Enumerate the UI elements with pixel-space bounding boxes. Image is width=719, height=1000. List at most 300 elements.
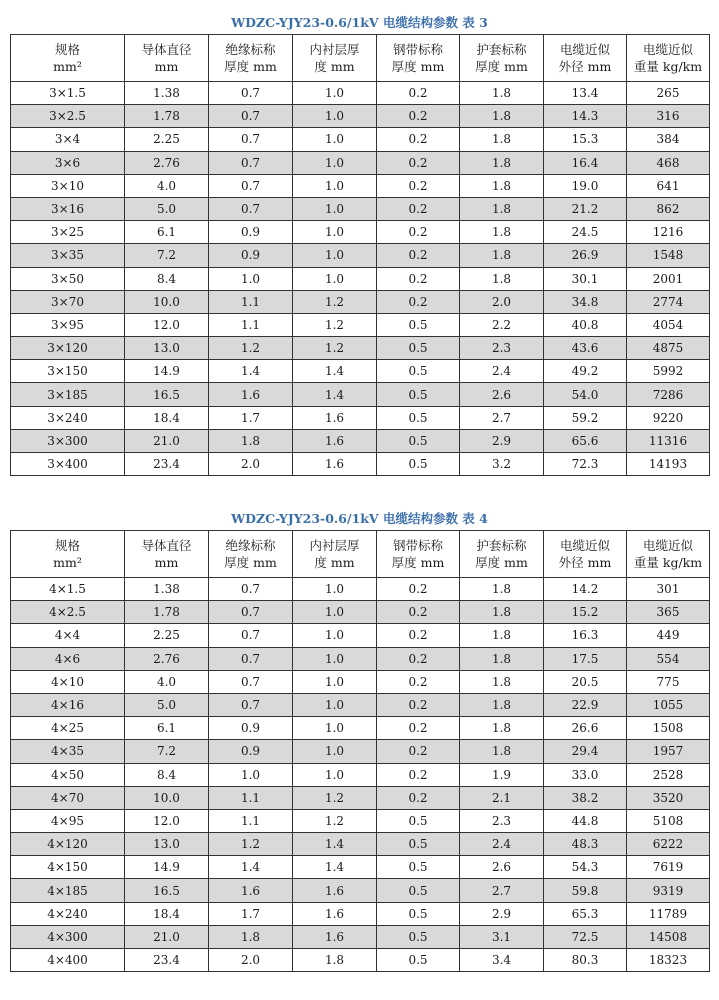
cell-sheath-thickness: 1.8 bbox=[460, 105, 544, 128]
header-insulation-thickness bbox=[209, 531, 293, 578]
cell-weight: 18323 bbox=[627, 949, 710, 972]
cell-outer-diameter: 21.2 bbox=[544, 197, 627, 220]
cell-spec: 3×240 bbox=[11, 406, 125, 429]
header-inner-lining-thickness bbox=[293, 531, 377, 578]
cell-inner-lining-thickness: 1.0 bbox=[293, 624, 377, 647]
cell-sheath-thickness: 2.9 bbox=[460, 902, 544, 925]
cell-spec: 3×6 bbox=[11, 151, 125, 174]
cell-weight: 9319 bbox=[627, 879, 710, 902]
cell-insulation-thickness: 2.0 bbox=[209, 453, 293, 476]
table-row bbox=[11, 105, 710, 128]
cell-conductor-diameter: 12.0 bbox=[125, 809, 209, 832]
cell-outer-diameter: 49.2 bbox=[544, 360, 627, 383]
cell-sheath-thickness: 2.3 bbox=[460, 337, 544, 360]
cell-outer-diameter: 72.3 bbox=[544, 453, 627, 476]
cell-spec: 4×1.5 bbox=[11, 578, 125, 601]
cell-inner-lining-thickness: 1.2 bbox=[293, 786, 377, 809]
cell-steel-tape-thickness: 0.2 bbox=[377, 647, 460, 670]
cell-insulation-thickness: 0.7 bbox=[209, 624, 293, 647]
cell-outer-diameter: 54.3 bbox=[544, 856, 627, 879]
cell-steel-tape-thickness: 0.2 bbox=[377, 267, 460, 290]
cell-insulation-thickness: 0.7 bbox=[209, 578, 293, 601]
cell-outer-diameter: 33.0 bbox=[544, 763, 627, 786]
cell-steel-tape-thickness: 0.2 bbox=[377, 290, 460, 313]
cell-inner-lining-thickness: 1.6 bbox=[293, 902, 377, 925]
cell-inner-lining-thickness: 1.0 bbox=[293, 763, 377, 786]
cell-steel-tape-thickness: 0.5 bbox=[377, 949, 460, 972]
cell-sheath-thickness: 1.8 bbox=[460, 647, 544, 670]
header-conductor-diameter bbox=[125, 35, 209, 82]
header-row bbox=[11, 531, 710, 578]
cell-conductor-diameter: 6.1 bbox=[125, 717, 209, 740]
cell-outer-diameter: 38.2 bbox=[544, 786, 627, 809]
table-row bbox=[11, 290, 710, 313]
table-row bbox=[11, 453, 710, 476]
cell-weight: 265 bbox=[627, 82, 710, 105]
table-row bbox=[11, 879, 710, 902]
header-text: 电缆近似 bbox=[559, 42, 610, 57]
cell-weight: 4054 bbox=[627, 313, 710, 336]
cell-steel-tape-thickness: 0.5 bbox=[377, 809, 460, 832]
cell-outer-diameter: 17.5 bbox=[544, 647, 627, 670]
table-row bbox=[11, 197, 710, 220]
cell-inner-lining-thickness: 1.0 bbox=[293, 578, 377, 601]
cell-insulation-thickness: 0.7 bbox=[209, 174, 293, 197]
cell-weight: 641 bbox=[627, 174, 710, 197]
cell-spec: 4×150 bbox=[11, 856, 125, 879]
header-text: 绝缘标称 bbox=[225, 538, 276, 553]
cell-spec: 4×4 bbox=[11, 624, 125, 647]
cell-outer-diameter: 16.4 bbox=[544, 151, 627, 174]
header-sheath-thickness bbox=[460, 35, 544, 82]
cell-outer-diameter: 20.5 bbox=[544, 670, 627, 693]
cell-spec: 4×185 bbox=[11, 879, 125, 902]
cell-sheath-thickness: 1.8 bbox=[460, 267, 544, 290]
cell-insulation-thickness: 0.7 bbox=[209, 151, 293, 174]
cell-steel-tape-thickness: 0.5 bbox=[377, 453, 460, 476]
cell-weight: 862 bbox=[627, 197, 710, 220]
cell-insulation-thickness: 1.1 bbox=[209, 290, 293, 313]
cell-weight: 384 bbox=[627, 128, 710, 151]
cell-conductor-diameter: 8.4 bbox=[125, 763, 209, 786]
header-text: 重量 kg/km bbox=[633, 59, 703, 74]
cell-conductor-diameter: 23.4 bbox=[125, 949, 209, 972]
cell-insulation-thickness: 0.9 bbox=[209, 740, 293, 763]
cell-inner-lining-thickness: 1.4 bbox=[293, 360, 377, 383]
cell-inner-lining-thickness: 1.0 bbox=[293, 221, 377, 244]
cell-inner-lining-thickness: 1.0 bbox=[293, 740, 377, 763]
cell-steel-tape-thickness: 0.2 bbox=[377, 624, 460, 647]
cell-inner-lining-thickness: 1.2 bbox=[293, 313, 377, 336]
cell-sheath-thickness: 1.8 bbox=[460, 740, 544, 763]
cell-inner-lining-thickness: 1.0 bbox=[293, 717, 377, 740]
cell-weight: 7619 bbox=[627, 856, 710, 879]
header-steel-tape-thickness bbox=[377, 35, 460, 82]
cell-insulation-thickness: 0.7 bbox=[209, 105, 293, 128]
cell-insulation-thickness: 0.9 bbox=[209, 244, 293, 267]
cell-weight: 2528 bbox=[627, 763, 710, 786]
cell-sheath-thickness: 1.8 bbox=[460, 128, 544, 151]
cell-spec: 3×400 bbox=[11, 453, 125, 476]
header-text: 规格 bbox=[54, 42, 80, 57]
cell-spec: 3×50 bbox=[11, 267, 125, 290]
cell-inner-lining-thickness: 1.0 bbox=[293, 267, 377, 290]
cell-conductor-diameter: 1.38 bbox=[125, 578, 209, 601]
cell-spec: 3×4 bbox=[11, 128, 125, 151]
table-3-section bbox=[10, 12, 709, 476]
cell-steel-tape-thickness: 0.5 bbox=[377, 833, 460, 856]
cell-insulation-thickness: 1.7 bbox=[209, 902, 293, 925]
cell-outer-diameter: 48.3 bbox=[544, 833, 627, 856]
header-weight bbox=[627, 531, 710, 578]
cell-steel-tape-thickness: 0.5 bbox=[377, 406, 460, 429]
cell-conductor-diameter: 21.0 bbox=[125, 429, 209, 452]
cell-conductor-diameter: 18.4 bbox=[125, 406, 209, 429]
cell-outer-diameter: 26.6 bbox=[544, 717, 627, 740]
cell-conductor-diameter: 2.76 bbox=[125, 647, 209, 670]
cell-spec: 4×10 bbox=[11, 670, 125, 693]
cell-inner-lining-thickness: 1.6 bbox=[293, 925, 377, 948]
table-row bbox=[11, 429, 710, 452]
cell-steel-tape-thickness: 0.2 bbox=[377, 151, 460, 174]
cell-spec: 4×2.5 bbox=[11, 601, 125, 624]
cell-insulation-thickness: 0.7 bbox=[209, 601, 293, 624]
cell-insulation-thickness: 1.1 bbox=[209, 313, 293, 336]
cell-inner-lining-thickness: 1.4 bbox=[293, 383, 377, 406]
header-outer-diameter bbox=[544, 531, 627, 578]
cell-conductor-diameter: 1.78 bbox=[125, 105, 209, 128]
header-text: 厚度 mm bbox=[224, 555, 277, 570]
cell-outer-diameter: 43.6 bbox=[544, 337, 627, 360]
cell-inner-lining-thickness: 1.2 bbox=[293, 290, 377, 313]
cell-inner-lining-thickness: 1.4 bbox=[293, 833, 377, 856]
cell-insulation-thickness: 1.7 bbox=[209, 406, 293, 429]
cell-insulation-thickness: 1.6 bbox=[209, 383, 293, 406]
header-text: 重量 kg/km bbox=[633, 555, 703, 570]
table-row bbox=[11, 174, 710, 197]
cell-conductor-diameter: 1.38 bbox=[125, 82, 209, 105]
cell-inner-lining-thickness: 1.2 bbox=[293, 337, 377, 360]
header-text: mm bbox=[154, 555, 179, 570]
cell-sheath-thickness: 3.2 bbox=[460, 453, 544, 476]
cell-conductor-diameter: 4.0 bbox=[125, 174, 209, 197]
table-3-caption: WDZC-YJY23-0.6/1kV 电缆结构参数 表 3 bbox=[231, 15, 488, 30]
cell-insulation-thickness: 0.7 bbox=[209, 197, 293, 220]
cell-weight: 2774 bbox=[627, 290, 710, 313]
cell-steel-tape-thickness: 0.2 bbox=[377, 105, 460, 128]
header-text: 内衬层厚 bbox=[309, 42, 360, 57]
cell-sheath-thickness: 3.4 bbox=[460, 949, 544, 972]
header-text: 内衬层厚 bbox=[309, 538, 360, 553]
cell-outer-diameter: 13.4 bbox=[544, 82, 627, 105]
cell-spec: 3×300 bbox=[11, 429, 125, 452]
header-text: 规格 bbox=[54, 538, 80, 553]
table-row bbox=[11, 786, 710, 809]
cell-spec: 4×300 bbox=[11, 925, 125, 948]
cell-spec: 4×25 bbox=[11, 717, 125, 740]
header-text: 绝缘标称 bbox=[225, 42, 276, 57]
cell-conductor-diameter: 5.0 bbox=[125, 197, 209, 220]
cell-weight: 468 bbox=[627, 151, 710, 174]
cell-steel-tape-thickness: 0.5 bbox=[377, 313, 460, 336]
cell-steel-tape-thickness: 0.2 bbox=[377, 763, 460, 786]
cell-spec: 3×2.5 bbox=[11, 105, 125, 128]
cell-conductor-diameter: 14.9 bbox=[125, 360, 209, 383]
cell-steel-tape-thickness: 0.5 bbox=[377, 429, 460, 452]
cell-inner-lining-thickness: 1.8 bbox=[293, 949, 377, 972]
header-text: 度 mm bbox=[314, 59, 355, 74]
cell-sheath-thickness: 2.6 bbox=[460, 383, 544, 406]
cell-steel-tape-thickness: 0.5 bbox=[377, 360, 460, 383]
cell-spec: 4×240 bbox=[11, 902, 125, 925]
table-row bbox=[11, 833, 710, 856]
header-text: 护套标称 bbox=[476, 538, 527, 553]
cell-outer-diameter: 44.8 bbox=[544, 809, 627, 832]
cell-weight: 1548 bbox=[627, 244, 710, 267]
cell-conductor-diameter: 7.2 bbox=[125, 244, 209, 267]
cell-spec: 3×150 bbox=[11, 360, 125, 383]
cell-conductor-diameter: 2.76 bbox=[125, 151, 209, 174]
cell-steel-tape-thickness: 0.2 bbox=[377, 740, 460, 763]
cell-inner-lining-thickness: 1.0 bbox=[293, 151, 377, 174]
header-text: 导体直径 bbox=[141, 538, 192, 553]
cell-steel-tape-thickness: 0.5 bbox=[377, 856, 460, 879]
cell-weight: 11789 bbox=[627, 902, 710, 925]
cell-steel-tape-thickness: 0.5 bbox=[377, 337, 460, 360]
header-text: 厚度 mm bbox=[224, 59, 277, 74]
table-row bbox=[11, 406, 710, 429]
cell-spec: 4×6 bbox=[11, 647, 125, 670]
cell-inner-lining-thickness: 1.0 bbox=[293, 693, 377, 716]
cell-outer-diameter: 16.3 bbox=[544, 624, 627, 647]
cell-sheath-thickness: 1.8 bbox=[460, 670, 544, 693]
cell-conductor-diameter: 10.0 bbox=[125, 290, 209, 313]
cell-spec: 3×95 bbox=[11, 313, 125, 336]
table-row bbox=[11, 624, 710, 647]
cell-insulation-thickness: 1.2 bbox=[209, 337, 293, 360]
cell-weight: 554 bbox=[627, 647, 710, 670]
cell-conductor-diameter: 6.1 bbox=[125, 221, 209, 244]
cell-weight: 14193 bbox=[627, 453, 710, 476]
cell-sheath-thickness: 1.8 bbox=[460, 601, 544, 624]
header-text: 电缆近似 bbox=[642, 42, 693, 57]
cell-outer-diameter: 65.3 bbox=[544, 902, 627, 925]
table-row bbox=[11, 383, 710, 406]
cell-weight: 365 bbox=[627, 601, 710, 624]
table-row bbox=[11, 670, 710, 693]
cell-sheath-thickness: 2.7 bbox=[460, 406, 544, 429]
table-row bbox=[11, 82, 710, 105]
table-row bbox=[11, 360, 710, 383]
cell-weight: 9220 bbox=[627, 406, 710, 429]
header-weight bbox=[627, 35, 710, 82]
table-row bbox=[11, 151, 710, 174]
cell-conductor-diameter: 18.4 bbox=[125, 902, 209, 925]
cell-outer-diameter: 26.9 bbox=[544, 244, 627, 267]
cell-weight: 14508 bbox=[627, 925, 710, 948]
cell-outer-diameter: 54.0 bbox=[544, 383, 627, 406]
cell-inner-lining-thickness: 1.0 bbox=[293, 670, 377, 693]
header-text: 护套标称 bbox=[476, 42, 527, 57]
cell-spec: 3×25 bbox=[11, 221, 125, 244]
cell-conductor-diameter: 10.0 bbox=[125, 786, 209, 809]
cell-spec: 4×120 bbox=[11, 833, 125, 856]
cell-outer-diameter: 14.3 bbox=[544, 105, 627, 128]
cell-inner-lining-thickness: 1.6 bbox=[293, 453, 377, 476]
cell-inner-lining-thickness: 1.0 bbox=[293, 601, 377, 624]
cell-steel-tape-thickness: 0.2 bbox=[377, 786, 460, 809]
cell-inner-lining-thickness: 1.6 bbox=[293, 879, 377, 902]
cell-weight: 1508 bbox=[627, 717, 710, 740]
header-text: 外径 mm bbox=[558, 59, 612, 74]
cell-outer-diameter: 40.8 bbox=[544, 313, 627, 336]
header-text: mm² bbox=[53, 555, 82, 570]
cell-steel-tape-thickness: 0.5 bbox=[377, 925, 460, 948]
table-row bbox=[11, 221, 710, 244]
cell-sheath-thickness: 2.2 bbox=[460, 313, 544, 336]
table-row bbox=[11, 647, 710, 670]
cell-conductor-diameter: 7.2 bbox=[125, 740, 209, 763]
cell-sheath-thickness: 1.8 bbox=[460, 717, 544, 740]
cell-outer-diameter: 72.5 bbox=[544, 925, 627, 948]
header-text: 电缆近似 bbox=[559, 538, 610, 553]
table-row bbox=[11, 902, 710, 925]
cell-weight: 7286 bbox=[627, 383, 710, 406]
cell-insulation-thickness: 1.2 bbox=[209, 833, 293, 856]
cell-sheath-thickness: 1.8 bbox=[460, 82, 544, 105]
cell-sheath-thickness: 1.8 bbox=[460, 578, 544, 601]
cell-spec: 3×10 bbox=[11, 174, 125, 197]
table-4-section bbox=[10, 508, 709, 972]
cell-steel-tape-thickness: 0.2 bbox=[377, 128, 460, 151]
header-text: 厚度 mm bbox=[475, 555, 528, 570]
cell-weight: 5992 bbox=[627, 360, 710, 383]
cell-sheath-thickness: 1.8 bbox=[460, 151, 544, 174]
table-row bbox=[11, 578, 710, 601]
table-row bbox=[11, 717, 710, 740]
cell-sheath-thickness: 1.8 bbox=[460, 244, 544, 267]
cell-sheath-thickness: 2.9 bbox=[460, 429, 544, 452]
header-spec bbox=[11, 35, 125, 82]
cell-outer-diameter: 29.4 bbox=[544, 740, 627, 763]
cell-steel-tape-thickness: 0.2 bbox=[377, 670, 460, 693]
cell-insulation-thickness: 1.1 bbox=[209, 786, 293, 809]
header-text: 导体直径 bbox=[141, 42, 192, 57]
cell-conductor-diameter: 16.5 bbox=[125, 383, 209, 406]
cell-insulation-thickness: 0.7 bbox=[209, 670, 293, 693]
header-text: mm bbox=[154, 59, 179, 74]
header-spec bbox=[11, 531, 125, 578]
cell-outer-diameter: 14.2 bbox=[544, 578, 627, 601]
cell-spec: 4×35 bbox=[11, 740, 125, 763]
cell-spec: 4×70 bbox=[11, 786, 125, 809]
cell-outer-diameter: 59.2 bbox=[544, 406, 627, 429]
cell-sheath-thickness: 2.3 bbox=[460, 809, 544, 832]
cell-outer-diameter: 15.2 bbox=[544, 601, 627, 624]
header-insulation-thickness bbox=[209, 35, 293, 82]
cell-steel-tape-thickness: 0.2 bbox=[377, 221, 460, 244]
cell-inner-lining-thickness: 1.0 bbox=[293, 197, 377, 220]
cell-weight: 1055 bbox=[627, 693, 710, 716]
header-text: mm² bbox=[53, 59, 82, 74]
cell-conductor-diameter: 2.25 bbox=[125, 624, 209, 647]
cell-insulation-thickness: 1.0 bbox=[209, 763, 293, 786]
cell-insulation-thickness: 1.6 bbox=[209, 879, 293, 902]
cell-weight: 5108 bbox=[627, 809, 710, 832]
table-row bbox=[11, 337, 710, 360]
cell-inner-lining-thickness: 1.0 bbox=[293, 128, 377, 151]
table-row bbox=[11, 601, 710, 624]
cell-steel-tape-thickness: 0.2 bbox=[377, 244, 460, 267]
header-text: 外径 mm bbox=[558, 555, 612, 570]
cell-conductor-diameter: 12.0 bbox=[125, 313, 209, 336]
cell-weight: 775 bbox=[627, 670, 710, 693]
cell-spec: 3×1.5 bbox=[11, 82, 125, 105]
cell-weight: 316 bbox=[627, 105, 710, 128]
cell-steel-tape-thickness: 0.5 bbox=[377, 902, 460, 925]
cell-inner-lining-thickness: 1.0 bbox=[293, 82, 377, 105]
cell-conductor-diameter: 14.9 bbox=[125, 856, 209, 879]
cell-weight: 1216 bbox=[627, 221, 710, 244]
cell-conductor-diameter: 16.5 bbox=[125, 879, 209, 902]
cell-outer-diameter: 34.8 bbox=[544, 290, 627, 313]
cell-steel-tape-thickness: 0.2 bbox=[377, 174, 460, 197]
cell-outer-diameter: 19.0 bbox=[544, 174, 627, 197]
table-row bbox=[11, 925, 710, 948]
cell-steel-tape-thickness: 0.2 bbox=[377, 693, 460, 716]
cell-conductor-diameter: 1.78 bbox=[125, 601, 209, 624]
cell-conductor-diameter: 13.0 bbox=[125, 833, 209, 856]
cell-weight: 2001 bbox=[627, 267, 710, 290]
cell-insulation-thickness: 1.4 bbox=[209, 360, 293, 383]
cell-inner-lining-thickness: 1.0 bbox=[293, 174, 377, 197]
cable-spec-table-4 bbox=[10, 530, 710, 972]
cell-inner-lining-thickness: 1.4 bbox=[293, 856, 377, 879]
cell-conductor-diameter: 2.25 bbox=[125, 128, 209, 151]
cell-inner-lining-thickness: 1.0 bbox=[293, 244, 377, 267]
table-row bbox=[11, 809, 710, 832]
cell-outer-diameter: 24.5 bbox=[544, 221, 627, 244]
cell-sheath-thickness: 1.8 bbox=[460, 624, 544, 647]
header-sheath-thickness bbox=[460, 531, 544, 578]
cell-outer-diameter: 65.6 bbox=[544, 429, 627, 452]
cell-outer-diameter: 80.3 bbox=[544, 949, 627, 972]
cell-insulation-thickness: 1.0 bbox=[209, 267, 293, 290]
cell-conductor-diameter: 5.0 bbox=[125, 693, 209, 716]
cell-sheath-thickness: 2.1 bbox=[460, 786, 544, 809]
cell-spec: 4×400 bbox=[11, 949, 125, 972]
cell-steel-tape-thickness: 0.2 bbox=[377, 578, 460, 601]
cell-spec: 4×16 bbox=[11, 693, 125, 716]
cell-insulation-thickness: 1.1 bbox=[209, 809, 293, 832]
cell-insulation-thickness: 1.4 bbox=[209, 856, 293, 879]
header-row bbox=[11, 35, 710, 82]
table-4-caption: WDZC-YJY23-0.6/1kV 电缆结构参数 表 4 bbox=[231, 511, 488, 526]
cell-weight: 449 bbox=[627, 624, 710, 647]
cell-sheath-thickness: 1.8 bbox=[460, 197, 544, 220]
table-row bbox=[11, 763, 710, 786]
cell-outer-diameter: 30.1 bbox=[544, 267, 627, 290]
cell-weight: 1957 bbox=[627, 740, 710, 763]
table-row bbox=[11, 128, 710, 151]
cell-steel-tape-thickness: 0.2 bbox=[377, 717, 460, 740]
cell-outer-diameter: 15.3 bbox=[544, 128, 627, 151]
table-row bbox=[11, 313, 710, 336]
header-inner-lining-thickness bbox=[293, 35, 377, 82]
cell-sheath-thickness: 2.0 bbox=[460, 290, 544, 313]
cell-conductor-diameter: 8.4 bbox=[125, 267, 209, 290]
cell-conductor-diameter: 13.0 bbox=[125, 337, 209, 360]
